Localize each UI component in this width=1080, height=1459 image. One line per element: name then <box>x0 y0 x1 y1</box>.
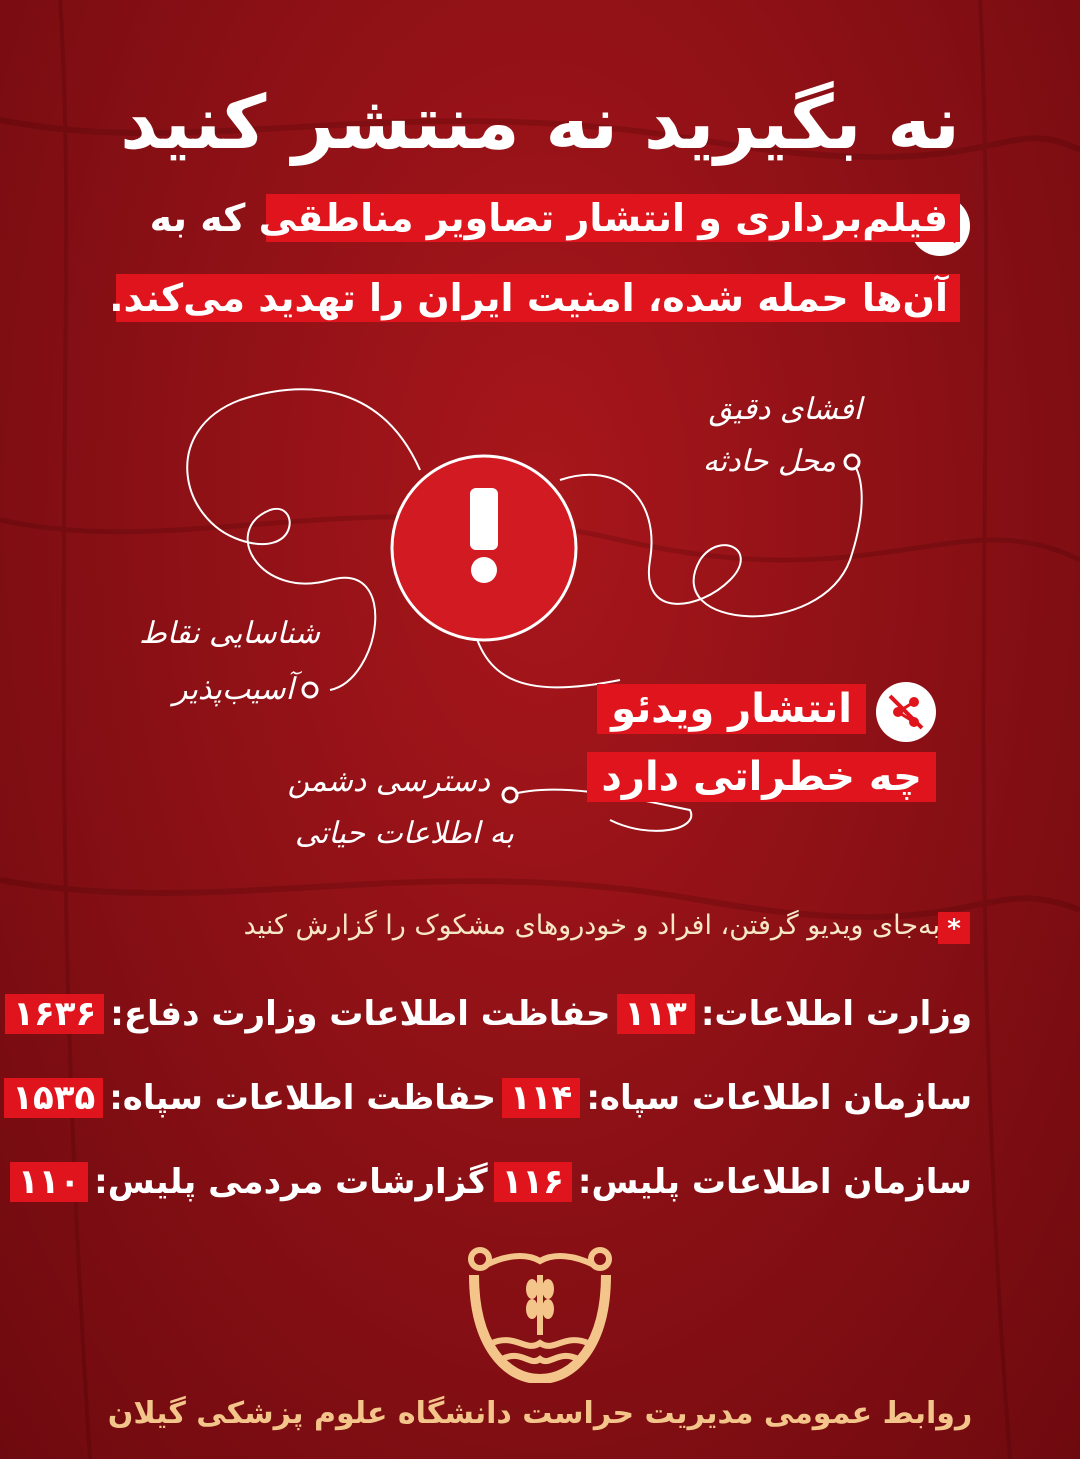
contact-name: حفاظت اطلاعات سپاه: <box>109 1078 497 1118</box>
exclamation-icon <box>470 488 498 550</box>
warning-line-2: آن‌ها حمله شده، امنیت ایران را تهدید می‌کند. <box>116 274 960 322</box>
threat-question-line-1: انتشار ویدئو <box>597 684 866 734</box>
contact-name: سازمان اطلاعات پلیس: <box>577 1162 972 1202</box>
no-share-icon <box>876 682 936 742</box>
threat-question-line-2: چه خطراتی دارد <box>587 752 936 802</box>
contact-name: گزارشات مردمی پلیس: <box>94 1162 488 1202</box>
contact-number: ۱۱۴ <box>502 1078 580 1118</box>
contact-number: ۱۶۳۶ <box>5 994 104 1034</box>
warning-line-1: فیلم‌برداری و انتشار تصاویر مناطقی که به <box>266 194 960 242</box>
risk-3-line-2: به اطلاعات حیاتی <box>295 816 514 851</box>
university-logo <box>466 1245 614 1383</box>
risk-1-line-2: محل حادثه <box>702 444 836 479</box>
contact-name: حفاظت اطلاعات وزارت دفاع: <box>110 994 611 1034</box>
page-title: نه بگیرید نه منتشر کنید <box>120 80 960 166</box>
report-note: به‌جای ویدیو گرفتن، افراد و خودروهای مشکوک را گزارش کنید <box>243 910 940 941</box>
contact-row <box>12 1078 972 1118</box>
contact-name: وزارت اطلاعات: <box>700 994 972 1034</box>
risk-2-line-2: آسیب‌پذیر <box>173 672 294 707</box>
contact-row <box>13 994 972 1034</box>
risk-3-line-1: دسترسی دشمن <box>287 764 490 799</box>
contact-number: ۱۱۶ <box>494 1162 572 1202</box>
contact-row <box>17 1162 972 1202</box>
risk-1-line-1: افشای دقیق <box>708 392 862 427</box>
contact-number: ۱۵۳۵ <box>4 1078 103 1118</box>
contact-number: ۱۱۳ <box>617 994 695 1034</box>
risk-2-line-1: شناسایی نقاط <box>139 616 320 651</box>
contact-name: سازمان اطلاعات سپاه: <box>586 1078 972 1118</box>
footer-credit: روابط عمومی مدیریت حراست دانشگاه علوم پزشکی گیلان <box>107 1396 973 1431</box>
note-marker: * <box>938 912 970 944</box>
contact-number: ۱۱۰ <box>10 1162 88 1202</box>
